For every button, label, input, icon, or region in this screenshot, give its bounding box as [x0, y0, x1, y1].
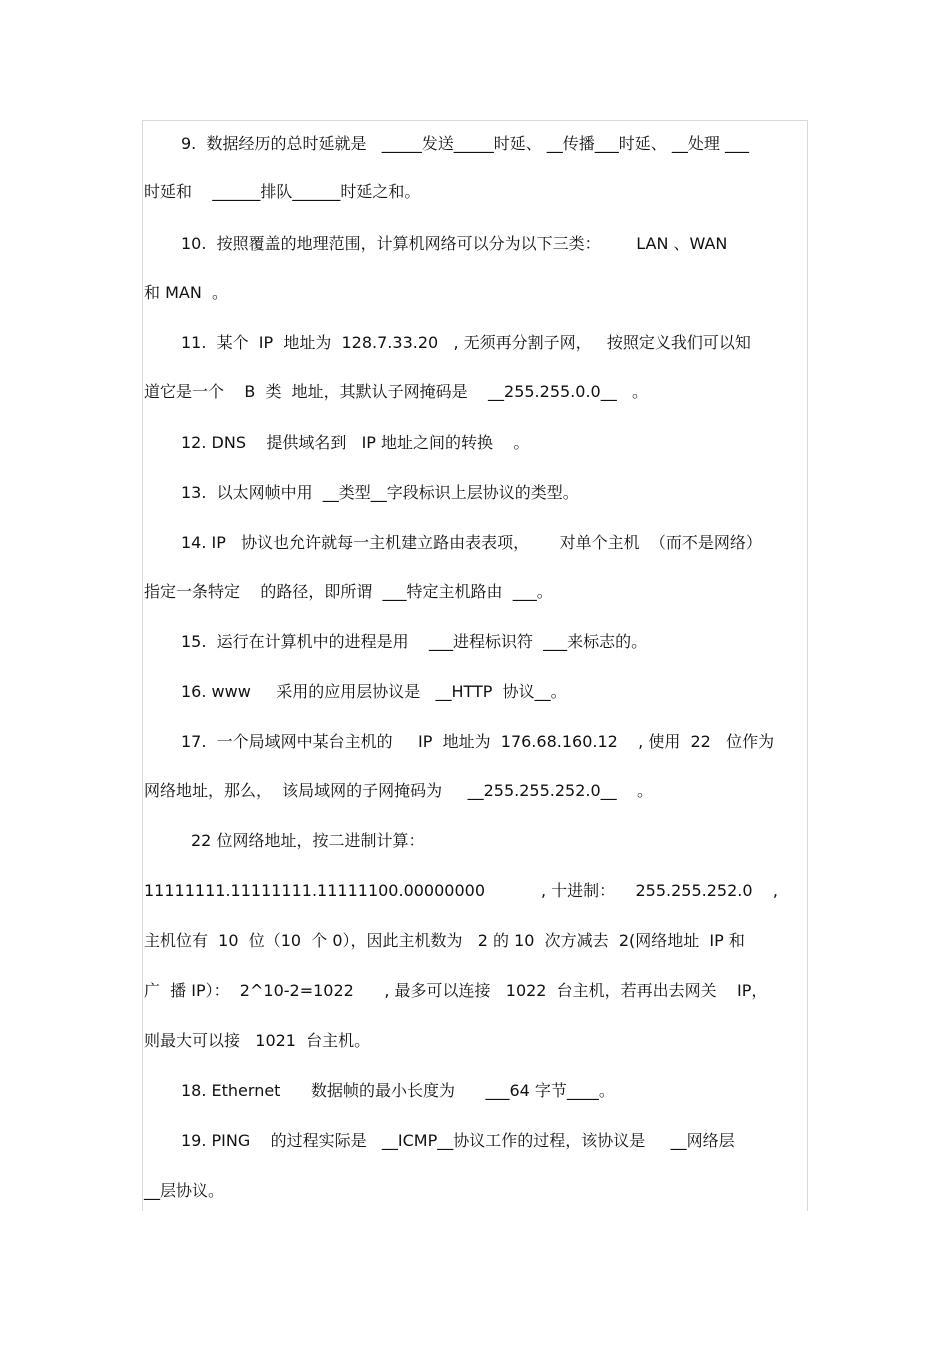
- text-line: 14. IP 协议也允许就每一主机建立路由表表项， 对单个主机 （而不是网络）: [181, 533, 762, 552]
- text-line: 广 播 IP）： 2^10-2=1022 , 最多可以连接 1022 台主机，若再出去网关 IP，: [144, 981, 768, 1000]
- text-line: 22 位网络地址，按二进制计算：: [191, 831, 425, 850]
- text-line: 指定一条特定 的路径，即所谓 ___特定主机路由 ___。: [144, 582, 553, 601]
- text-line: 11111111.11111111.11111100.00000000 , 十进制： 255.255.252.0 ,: [144, 881, 778, 900]
- text-line: 主机位有 10 位（10 个 0），因此主机数为 2 的 10 次方减去 2(网络地址 IP 和: [144, 931, 745, 950]
- text-line: 9. 数据经历的总时延就是 _____发送_____时延、 __传播___时延、 __处理 ___: [181, 134, 749, 153]
- text-line: 12. DNS 提供域名到 IP 地址之间的转换 。: [181, 433, 530, 452]
- text-line: 道它是一个 B 类 地址，其默认子网掩码是 __255.255.0.0__ 。: [144, 382, 648, 401]
- text-line: 18. Ethernet 数据帧的最小长度为 ___64 字节____。: [181, 1081, 615, 1100]
- text-line: 网络地址，那么， 该局域网的子网掩码为 __255.255.252.0__ 。: [144, 781, 654, 800]
- text-line: 和 MAN 。: [144, 283, 228, 302]
- text-line: 时延和 ______排队______时延之和。: [144, 182, 421, 201]
- text-line: 15. 运行在计算机中的进程是用 ___进程标识符 ___来标志的。: [181, 632, 648, 651]
- text-line: 17. 一个局域网中某台主机的 IP 地址为 176.68.160.12 , 使用 22 位作为: [181, 732, 775, 751]
- text-line: __层协议。: [144, 1181, 225, 1200]
- text-line: 10. 按照覆盖的地理范围，计算机网络可以分为以下三类： LAN 、WAN: [181, 234, 728, 253]
- text-line: 则最大可以接 1021 台主机。: [144, 1031, 371, 1050]
- text-line: 11. 某个 IP 地址为 128.7.33.20 , 无须再分割子网， 按照定义我们可以知: [181, 333, 751, 352]
- text-line: 13. 以太网帧中用 __类型__字段标识上层协议的类型。: [181, 483, 579, 502]
- text-line: 19. PING 的过程实际是 __ICMP__协议工作的过程，该协议是 __网络层: [181, 1131, 735, 1150]
- text-line: 16. www 采用的应用层协议是 __HTTP 协议__。: [181, 682, 567, 701]
